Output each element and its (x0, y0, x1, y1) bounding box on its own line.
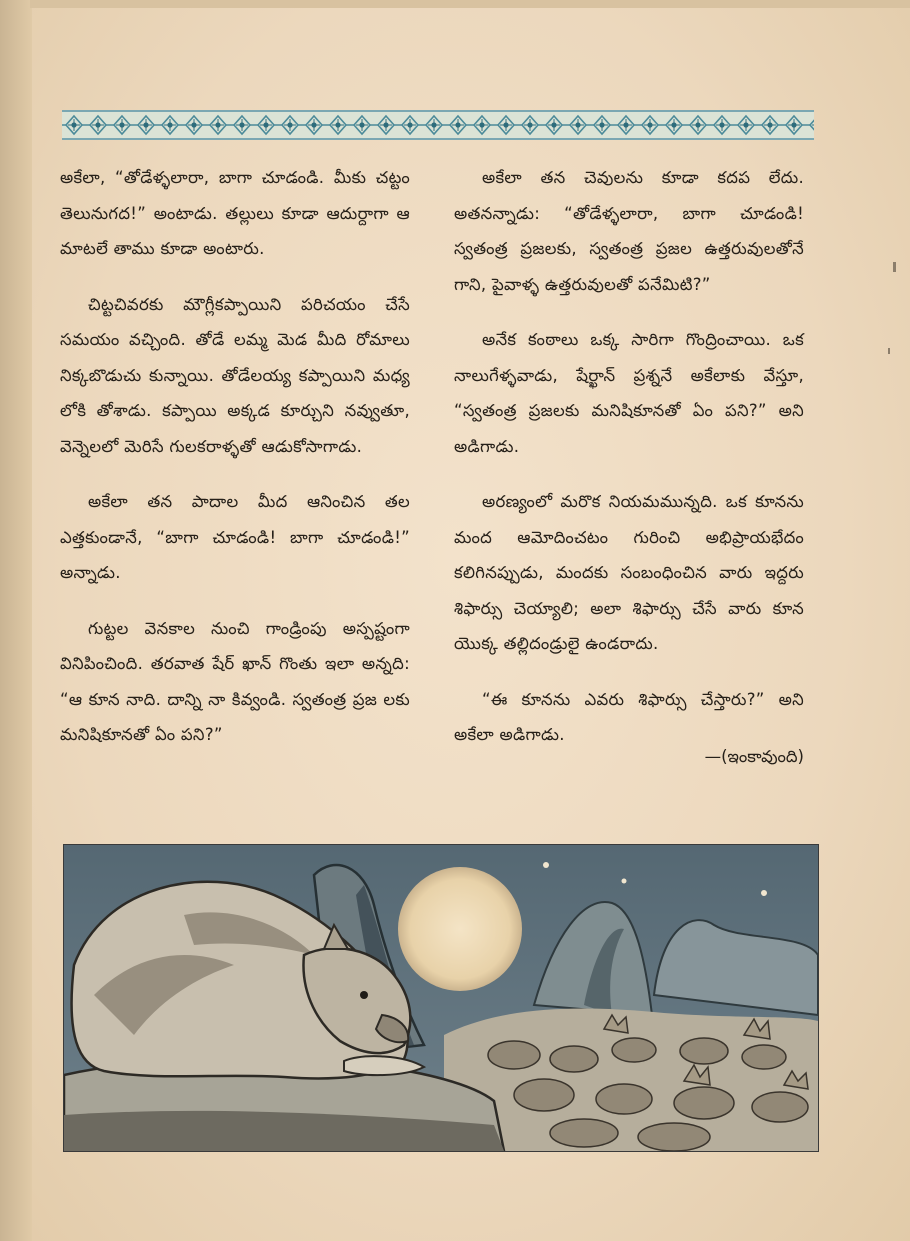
paragraph: అరణ్యంలో మరొక నియమమున్నది. ఒక కూనను మంద ఆమోదించటం గురించి అభిప్రాయభేదం కలిగినప్పుడు, మందకు సంబంధించిన వారు ఇద్దరు శిఫార్సు చెయ్యాలి; అలా శిఫార్సు చేసే వారు కూన యొక్క తల్లిదండ్రులై ఉండరాదు. (454, 492, 804, 653)
paragraph: గుట్టల వెనకాల నుంచి గాండ్రింపు అస్పష్టంగా వినిపించింది. తరవాత షేర్ ఖాన్ గొంతు ఇలా అన్నది: “ఆ కూన నాది. దాన్ని నా కివ్వండి. స్వతంత్ర ప్రజ లకు మనిషికూనతో ఏం పని?” (60, 618, 410, 744)
paragraph: “ఈ కూనను ఎవరు శిఫార్సు చేస్తారు?” అని అకేలా అడిగాడు. (454, 689, 804, 744)
paragraph: అకేలా తన పాదాల మీద ఆనించిన తల ఎత్తకుండానే, “బాగా చూడండి! బాగా చూడండి!” అన్నాడు. (60, 492, 410, 582)
wolf-eye (360, 991, 368, 999)
continued-label: —(ఇంకావుంది) (704, 746, 804, 766)
wolf-pack-scene (64, 845, 818, 1151)
ornament-pattern (62, 112, 814, 138)
paragraph: చిట్టచివరకు మౌగ్లీకప్పాయిని పరిచయం చేసే సమయం వచ్చింది. తోడే లమ్మ మెడ మీది రోమాలు నిక్కబొడుచు కున్నాయి. తోడేలయ్య కప్పాయిని మధ్య లోకి తోశాడు. కప్పాయి అక్కడ కూర్చుని నవ్వుతూ, వెన్నెలలో మెరిసే గులకరాళ్ళతో ఆడుకోసాగాడు. (60, 294, 410, 456)
paragraph: అకేలా, “తోడేళ్ళలారా, బాగా చూడండి. మీకు చట్టం తెలునుగద!” అంటాడు. తల్లులు కూడా ఆదుర్దాగా ఆ మాటలే తాము కూడా అంటారు. (60, 168, 410, 258)
right-column (454, 160, 804, 770)
moon (398, 867, 522, 991)
page-binding-edge (0, 0, 32, 1241)
page-top-edge (30, 0, 910, 8)
star (622, 879, 627, 884)
paper-mark (893, 262, 896, 272)
story-illustration (63, 844, 819, 1152)
left-column (60, 160, 410, 753)
star (761, 890, 767, 896)
paragraph: అకేలా తన చెవులను కూడా కదప లేదు. అతనన్నాడు: “తోడేళ్ళలారా, బాగా చూడండి! స్వతంత్ర ప్రజలకు, స్వతంత్ర ప్రజల ఉత్తరువులతోనే గాని, పైవాళ్ళ ఉత్తరువులతో పనేమిటి?” (454, 168, 804, 294)
paragraph: అనేక కంఠాలు ఒక్క సారిగా గొంద్రించాయి. ఒక నాలుగేళ్ళవాడు, షేర్ఖాన్ ప్రశ్ననే అకేలాకు వేస్తూ, “స్వతంత్ర ప్రజలకు మనిషికూనతో ఏం పని?” అని అడిగాడు. (454, 330, 804, 456)
star (543, 862, 549, 868)
paper-mark (888, 348, 890, 354)
decorative-border (62, 110, 814, 140)
